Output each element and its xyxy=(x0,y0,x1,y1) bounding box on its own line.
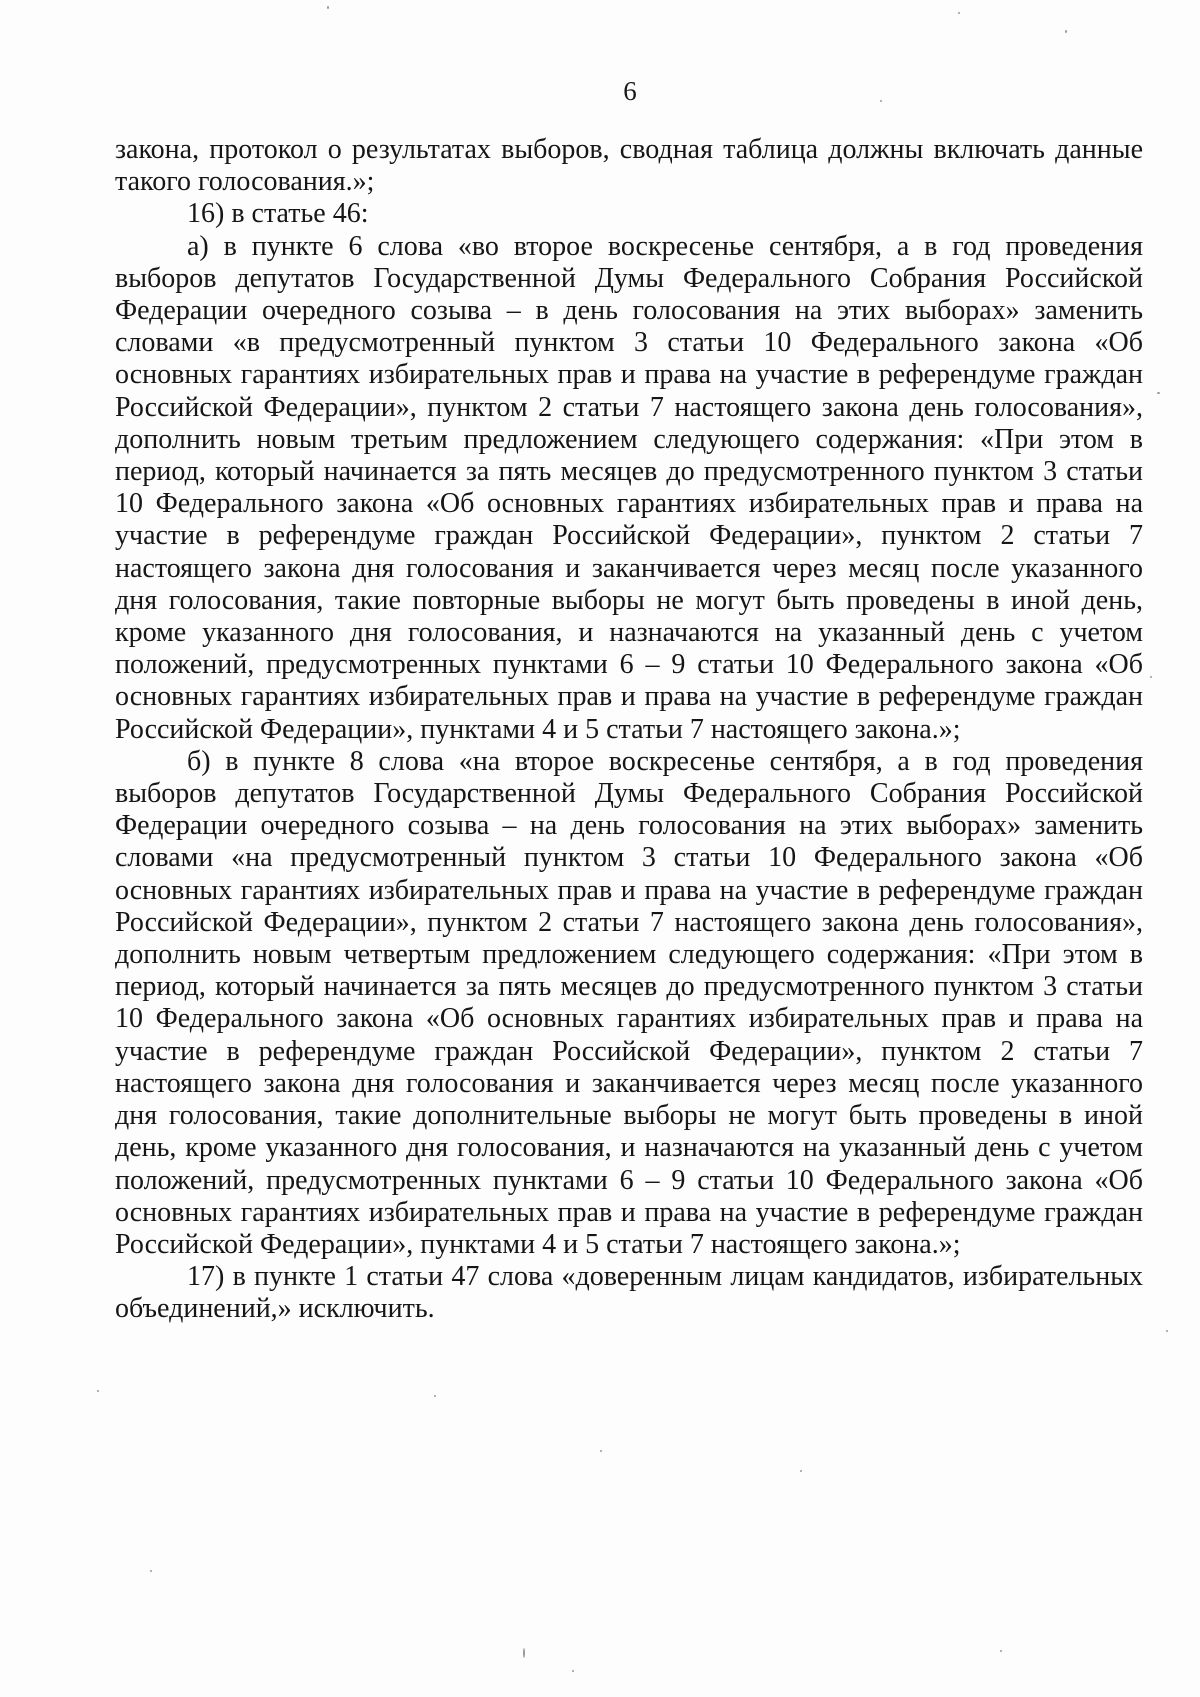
scan-speck xyxy=(1166,1330,1168,1332)
scan-speck xyxy=(958,12,960,14)
scan-speck xyxy=(1000,1650,1002,1652)
paragraph-continuation: закона, протокол о результатах выборов, сводная таблица должны включать данные такого голосования.»; xyxy=(115,134,1143,198)
document-body xyxy=(115,134,1143,1326)
paragraph-subitem-a: а) в пункте 6 слова «во второе воскресенье сентября, а в год проведения выборов депутатов Государственной Думы Федерального Собрания Российской Федерации очередного созыва – в день голосования на этих выборах» заменить словами «в предусмотренный пунктом 3 статьи 10 Федерального закона «Об основных гарантиях избирательных прав и права на участие в референдуме граждан Российской Федерации», пунктом 2 статьи 7 настоящего закона день голосования», дополнить новым третьим предложением следующего содержания: «При этом в период, который начинается за пять месяцев до предусмотренного пунктом 3 статьи 10 Федерального закона «Об основных гарантиях избирательных прав и права на участие в референдуме граждан Российской Федерации», пунктом 2 статьи 7 настоящего закона дня голосования и заканчивается через месяц после указанного дня голосования, такие повторные выборы не могут быть проведены в иной день, кроме указанного дня голосования, и назначаются на указанный день с учетом положений, предусмотренных пунктами 6 – 9 статьи 10 Федерального закона «Об основных гарантиях избирательных прав и права на участие в референдуме граждан Российской Федерации», пунктами 4 и 5 статьи 7 настоящего закона.»; xyxy=(115,230,1143,745)
scan-speck xyxy=(97,1390,99,1392)
scan-speck xyxy=(434,1395,436,1397)
scan-speck xyxy=(800,1470,802,1472)
scan-speck xyxy=(327,6,329,9)
paragraph-subitem-b: б) в пункте 8 слова «на второе воскресенье сентября, а в год проведения выборов депутатов Государственной Думы Федерального Собрания Российской Федерации очередного созыва – на день голосования на этих выборах» заменить словами «на предусмотренный пунктом 3 статьи 10 Федерального закона «Об основных гарантиях избирательных прав и права на участие в референдуме граждан Российской Федерации», пунктом 2 статьи 7 настоящего закона день голосования», дополнить новым четвертым предложением следующего содержания: «При этом в период, который начинается за пять месяцев до предусмотренного пунктом 3 статьи 10 Федерального закона «Об основных гарантиях избирательных прав и права на участие в референдуме граждан Российской Федерации», пунктом 2 статьи 7 настоящего закона дня голосования и заканчивается через месяц после указанного дня голосования, такие дополнительные выборы не могут быть проведены в иной день, кроме указанного дня голосования, и назначаются на указанный день с учетом положений, предусмотренных пунктами 6 – 9 статьи 10 Федерального закона «Об основных гарантиях избирательных прав и права на участие в референдуме граждан Российской Федерации», пунктами 4 и 5 статьи 7 настоящего закона.»; xyxy=(115,745,1143,1260)
paragraph-item-16: 16) в статье 46: xyxy=(187,198,369,230)
scan-speck xyxy=(150,1570,152,1572)
scan-speck xyxy=(600,1450,602,1452)
scan-speck xyxy=(1157,392,1160,394)
scan-speck xyxy=(880,100,882,102)
scan-speck xyxy=(572,1670,574,1672)
scan-speck xyxy=(1150,676,1152,678)
scan-speck xyxy=(523,1648,525,1658)
scan-speck xyxy=(1065,30,1067,33)
page-number: 6 xyxy=(623,76,637,106)
paragraph-item-17: 17) в пункте 1 статьи 47 слова «доверенным лицам кандидатов, избирательных объединений,» исключить. xyxy=(115,1261,1143,1325)
